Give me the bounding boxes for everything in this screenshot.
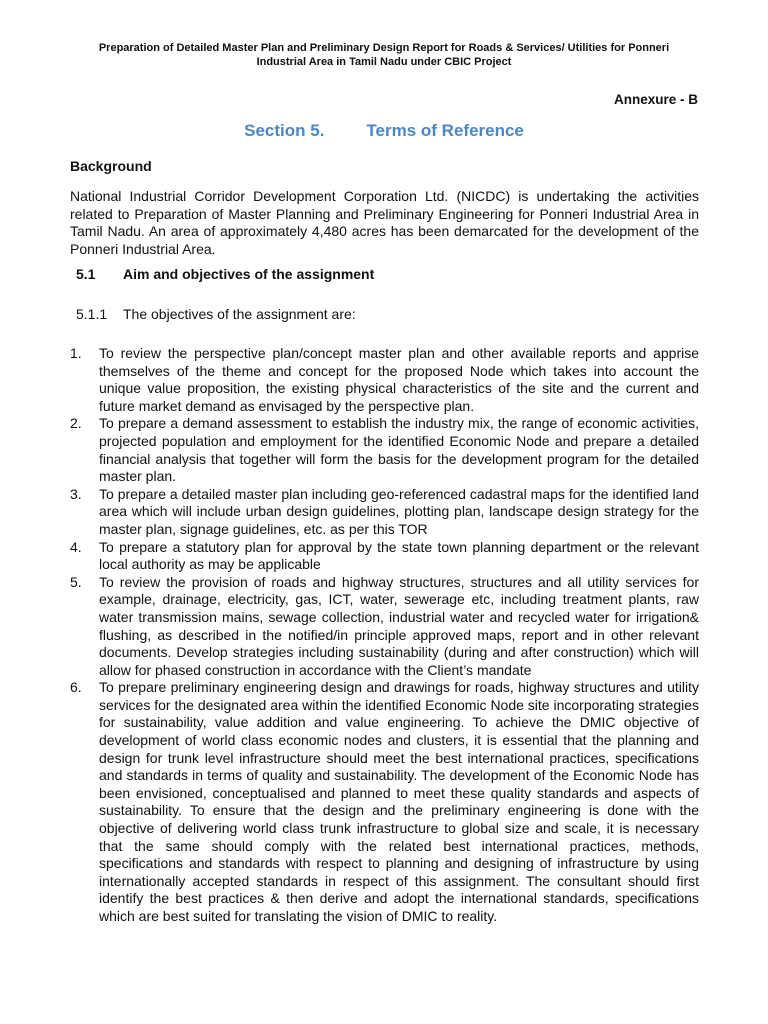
- subsubsection-title: The objectives of the assignment are:: [123, 306, 356, 322]
- list-item: [70, 415, 699, 485]
- list-item-number: 1.: [70, 345, 82, 361]
- list-item-text: To prepare a statutory plan for approval by the state town planning department or the relevant local authority as may be applicable: [99, 538, 699, 573]
- annexure-label: Annexure - B: [613, 92, 698, 107]
- list-item: [70, 679, 699, 925]
- list-item: [70, 345, 699, 415]
- background-paragraph: National Industrial Corridor Development Corporation Ltd. (NICDC) is undertaking the activities related to Preparation of Master Planning and Preliminary Engineering for Ponneri Industrial Area in Tamil Nadu. An area of approximately 4,480 acres has been demarcated for the development of the Ponneri Industrial Area.: [70, 188, 699, 257]
- list-item-text: To review the provision of roads and highway structures, structures and all utility services for example, drainage, electricity, gas, ICT, water, sewerage etc, including treatment plants, raw water transmission mains, sewage collection, industrial water and recycled water for irrigation& flushing, as described in the notified/in principle approved maps, report and in other relevant documents. Develop strategies including sustainability (during and after construction) which will allow for phased construction in accordance with the Client’s mandate: [99, 573, 699, 678]
- list-item: [70, 574, 699, 680]
- list-item-number: 2.: [70, 415, 82, 432]
- list-item-number: 5.: [70, 573, 82, 590]
- header-line-2: Industrial Area in Tamil Nadu under CBIC Project: [256, 56, 512, 68]
- section-heading: Terms of Reference: [366, 121, 524, 140]
- list-item-text: To prepare a demand assessment to establish the industry mix, the range of economic activities, projected population and employment for the identified Economic Node and prepare a detailed financial analysis that together will form the basis for the development program for the detailed master plan.: [99, 415, 699, 485]
- list-item-text: To prepare preliminary engineering design and drawings for roads, highway structures and utility services for the designated area within the identified Economic Node site incorporating strategies for sustainability, value addition and value engineering. To achieve the DMIC objective of development of world class economic nodes and clusters, it is essential that the planning and design for trunk level infrastructure should meet the best international practices, specifications and standards in terms of quality and sustainability. The development of the Economic Node has been envisioned, conceptualised and planned to meet these quality standards and aspects of sustainability. To ensure that the design and the preliminary engineering is done with the objective of delivering world class trunk infrastructure to global size and scale, it is necessary that the same should comply with the related best international practices, methods, specifications and standards with respect to planning and designing of infrastructure by using internationally accepted standards in respect of this assignment. The consultant should first identify the best practices & then derive and adopt the international standards, specifications which are best suited for translating the vision of DMIC to reality.: [99, 679, 699, 924]
- list-item: [70, 539, 699, 574]
- list-item: [70, 486, 699, 539]
- subsection-heading: [76, 266, 374, 282]
- list-item-text: To prepare a detailed master plan including geo-referenced cadastral maps for the identified land area which will include urban design guidelines, plotting plan, landscape design strategy for the master plan, signage guidelines, etc. as per this TOR: [99, 485, 699, 537]
- objectives-list: [70, 345, 699, 926]
- list-item-number: 4.: [70, 538, 82, 555]
- section-number: Section 5.: [244, 121, 325, 140]
- subsubsection-heading: [76, 306, 356, 322]
- subsection-title: Aim and objectives of the assignment: [123, 266, 375, 282]
- header-line-1: Preparation of Detailed Master Plan and Preliminary Design Report for Roads & Services/ Utilities for Ponneri: [98, 42, 670, 54]
- list-item-text: To review the perspective plan/concept master plan and other available reports and apprise themselves of the theme and concept for the proposed Node which takes into account the unique value proposition, the existing physical characteristics of the site and the current and future market demand as envisaged by the perspective plan.: [99, 345, 699, 414]
- list-item-number: 3.: [70, 485, 82, 502]
- section-title: [0, 121, 768, 141]
- subsubsection-number: 5.1.1: [76, 306, 108, 322]
- list-item-number: 6.: [70, 679, 82, 696]
- background-heading: Background: [70, 158, 152, 174]
- subsection-number: 5.1: [76, 266, 96, 282]
- document-header: [60, 41, 708, 69]
